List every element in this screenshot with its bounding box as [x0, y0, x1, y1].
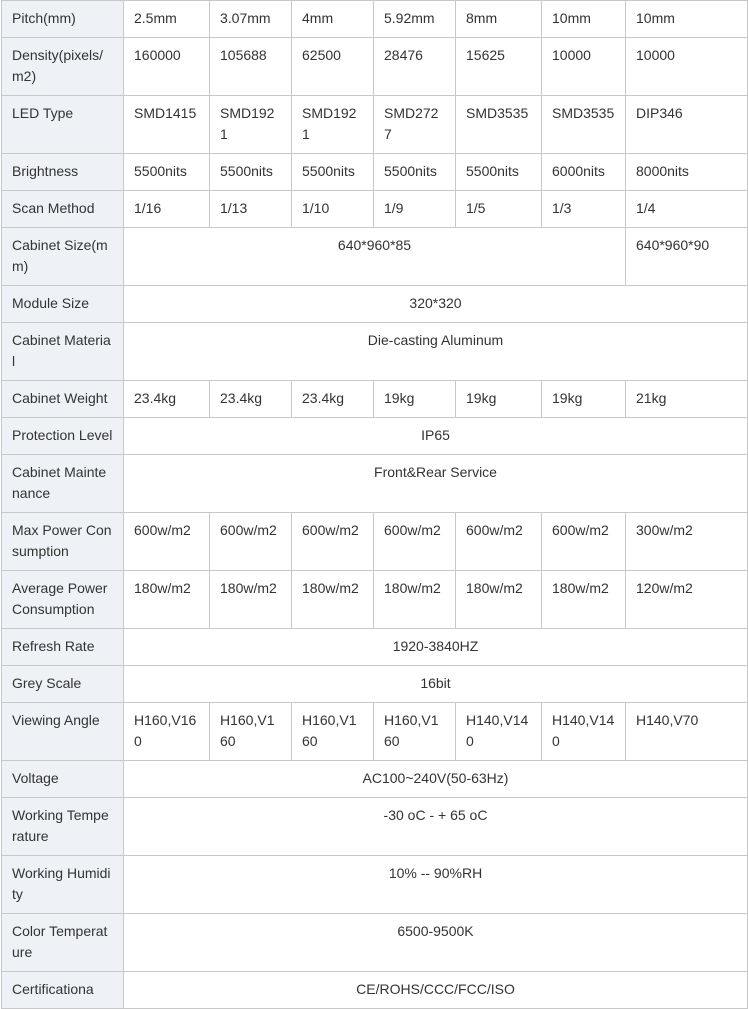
- table-cell: H140,V140: [542, 703, 626, 761]
- table-row: [2, 154, 748, 191]
- row-label: Voltage: [2, 761, 124, 798]
- table-cell: 180w/m2: [210, 571, 292, 629]
- spec-table: [1, 0, 748, 1009]
- table-cell: 1/3: [542, 191, 626, 228]
- table-cell: 105688: [210, 38, 292, 96]
- row-label: Scan Method: [2, 191, 124, 228]
- table-cell: 3.07mm: [210, 1, 292, 38]
- table-cell: -30 oC - + 65 oC: [124, 798, 748, 856]
- table-cell: Die-casting Aluminum: [124, 323, 748, 381]
- table-cell: 1/16: [124, 191, 210, 228]
- table-cell: Front&Rear Service: [124, 455, 748, 513]
- table-cell: SMD1921: [210, 96, 292, 154]
- table-row: [2, 513, 748, 571]
- table-cell: 600w/m2: [542, 513, 626, 571]
- table-cell: IP65: [124, 418, 748, 455]
- table-row: [2, 571, 748, 629]
- table-cell: AC100~240V(50-63Hz): [124, 761, 748, 798]
- row-label: Cabinet Maintenance: [2, 455, 124, 513]
- table-cell: 10mm: [626, 1, 748, 38]
- table-cell: H160,V160: [124, 703, 210, 761]
- table-cell: 640*960*90: [626, 228, 748, 286]
- table-row: [2, 914, 748, 972]
- table-cell: 16bit: [124, 666, 748, 703]
- table-cell: 19kg: [374, 381, 456, 418]
- table-cell: SMD2727: [374, 96, 456, 154]
- table-cell: H140,V70: [626, 703, 748, 761]
- row-label: LED Type: [2, 96, 124, 154]
- table-row: [2, 286, 748, 323]
- table-cell: 180w/m2: [124, 571, 210, 629]
- row-label: Max Power Consumption: [2, 513, 124, 571]
- table-cell: SMD3535: [456, 96, 542, 154]
- table-row: [2, 381, 748, 418]
- row-label: Protection Level: [2, 418, 124, 455]
- table-row: [2, 703, 748, 761]
- table-cell: 1/5: [456, 191, 542, 228]
- table-cell: 6500-9500K: [124, 914, 748, 972]
- table-row: [2, 191, 748, 228]
- table-row: [2, 856, 748, 914]
- table-cell: SMD1921: [292, 96, 374, 154]
- row-label: Working Humidity: [2, 856, 124, 914]
- table-row: [2, 228, 748, 286]
- table-cell: 10000: [626, 38, 748, 96]
- row-label: Cabinet Size(mm): [2, 228, 124, 286]
- table-cell: 120w/m2: [626, 571, 748, 629]
- table-cell: 640*960*85: [124, 228, 626, 286]
- table-cell: 6000nits: [542, 154, 626, 191]
- table-cell: 28476: [374, 38, 456, 96]
- table-cell: 5500nits: [210, 154, 292, 191]
- table-cell: 1/13: [210, 191, 292, 228]
- row-label: Pitch(mm): [2, 1, 124, 38]
- table-cell: 180w/m2: [456, 571, 542, 629]
- table-cell: 19kg: [542, 381, 626, 418]
- table-cell: 600w/m2: [374, 513, 456, 571]
- table-cell: 23.4kg: [124, 381, 210, 418]
- table-row: [2, 418, 748, 455]
- row-label: Color Temperature: [2, 914, 124, 972]
- table-cell: 5500nits: [456, 154, 542, 191]
- table-row: [2, 972, 748, 1009]
- table-row: [2, 629, 748, 666]
- table-cell: 180w/m2: [374, 571, 456, 629]
- table-row: [2, 455, 748, 513]
- spec-table-body: [2, 1, 748, 1009]
- table-row: [2, 96, 748, 154]
- table-cell: 10mm: [542, 1, 626, 38]
- table-cell: 5500nits: [124, 154, 210, 191]
- row-label: Density(pixels/m2): [2, 38, 124, 96]
- table-cell: 1/10: [292, 191, 374, 228]
- table-cell: SMD3535: [542, 96, 626, 154]
- table-cell: 15625: [456, 38, 542, 96]
- table-cell: 5.92mm: [374, 1, 456, 38]
- table-cell: 300w/m2: [626, 513, 748, 571]
- table-cell: 1920-3840HZ: [124, 629, 748, 666]
- table-cell: H160,V160: [210, 703, 292, 761]
- table-cell: 600w/m2: [456, 513, 542, 571]
- table-row: [2, 798, 748, 856]
- row-label: Average Power Consumption: [2, 571, 124, 629]
- table-cell: 8mm: [456, 1, 542, 38]
- table-cell: 1/9: [374, 191, 456, 228]
- row-label: Viewing Angle: [2, 703, 124, 761]
- table-cell: 10% -- 90%RH: [124, 856, 748, 914]
- table-cell: 600w/m2: [292, 513, 374, 571]
- row-label: Working Temperature: [2, 798, 124, 856]
- table-cell: 180w/m2: [542, 571, 626, 629]
- table-row: [2, 1, 748, 38]
- row-label: Cabinet Weight: [2, 381, 124, 418]
- table-cell: 19kg: [456, 381, 542, 418]
- table-cell: 10000: [542, 38, 626, 96]
- table-cell: 62500: [292, 38, 374, 96]
- table-cell: 600w/m2: [210, 513, 292, 571]
- table-row: [2, 323, 748, 381]
- row-label: Grey Scale: [2, 666, 124, 703]
- table-cell: 23.4kg: [210, 381, 292, 418]
- table-row: [2, 761, 748, 798]
- table-cell: 1/4: [626, 191, 748, 228]
- table-cell: CE/ROHS/CCC/FCC/ISO: [124, 972, 748, 1009]
- row-label: Brightness: [2, 154, 124, 191]
- table-cell: 320*320: [124, 286, 748, 323]
- row-label: Refresh Rate: [2, 629, 124, 666]
- table-cell: SMD1415: [124, 96, 210, 154]
- table-cell: 21kg: [626, 381, 748, 418]
- table-cell: 160000: [124, 38, 210, 96]
- table-row: [2, 666, 748, 703]
- table-cell: 2.5mm: [124, 1, 210, 38]
- table-cell: H160,V160: [292, 703, 374, 761]
- table-cell: DIP346: [626, 96, 748, 154]
- table-cell: 8000nits: [626, 154, 748, 191]
- table-cell: 600w/m2: [124, 513, 210, 571]
- table-cell: H160,V160: [374, 703, 456, 761]
- table-cell: 180w/m2: [292, 571, 374, 629]
- row-label: Module Size: [2, 286, 124, 323]
- table-cell: 23.4kg: [292, 381, 374, 418]
- table-cell: H140,V140: [456, 703, 542, 761]
- table-cell: 5500nits: [374, 154, 456, 191]
- row-label: Cabinet Material: [2, 323, 124, 381]
- table-row: [2, 38, 748, 96]
- row-label: Certificationa: [2, 972, 124, 1009]
- table-cell: 5500nits: [292, 154, 374, 191]
- table-cell: 4mm: [292, 1, 374, 38]
